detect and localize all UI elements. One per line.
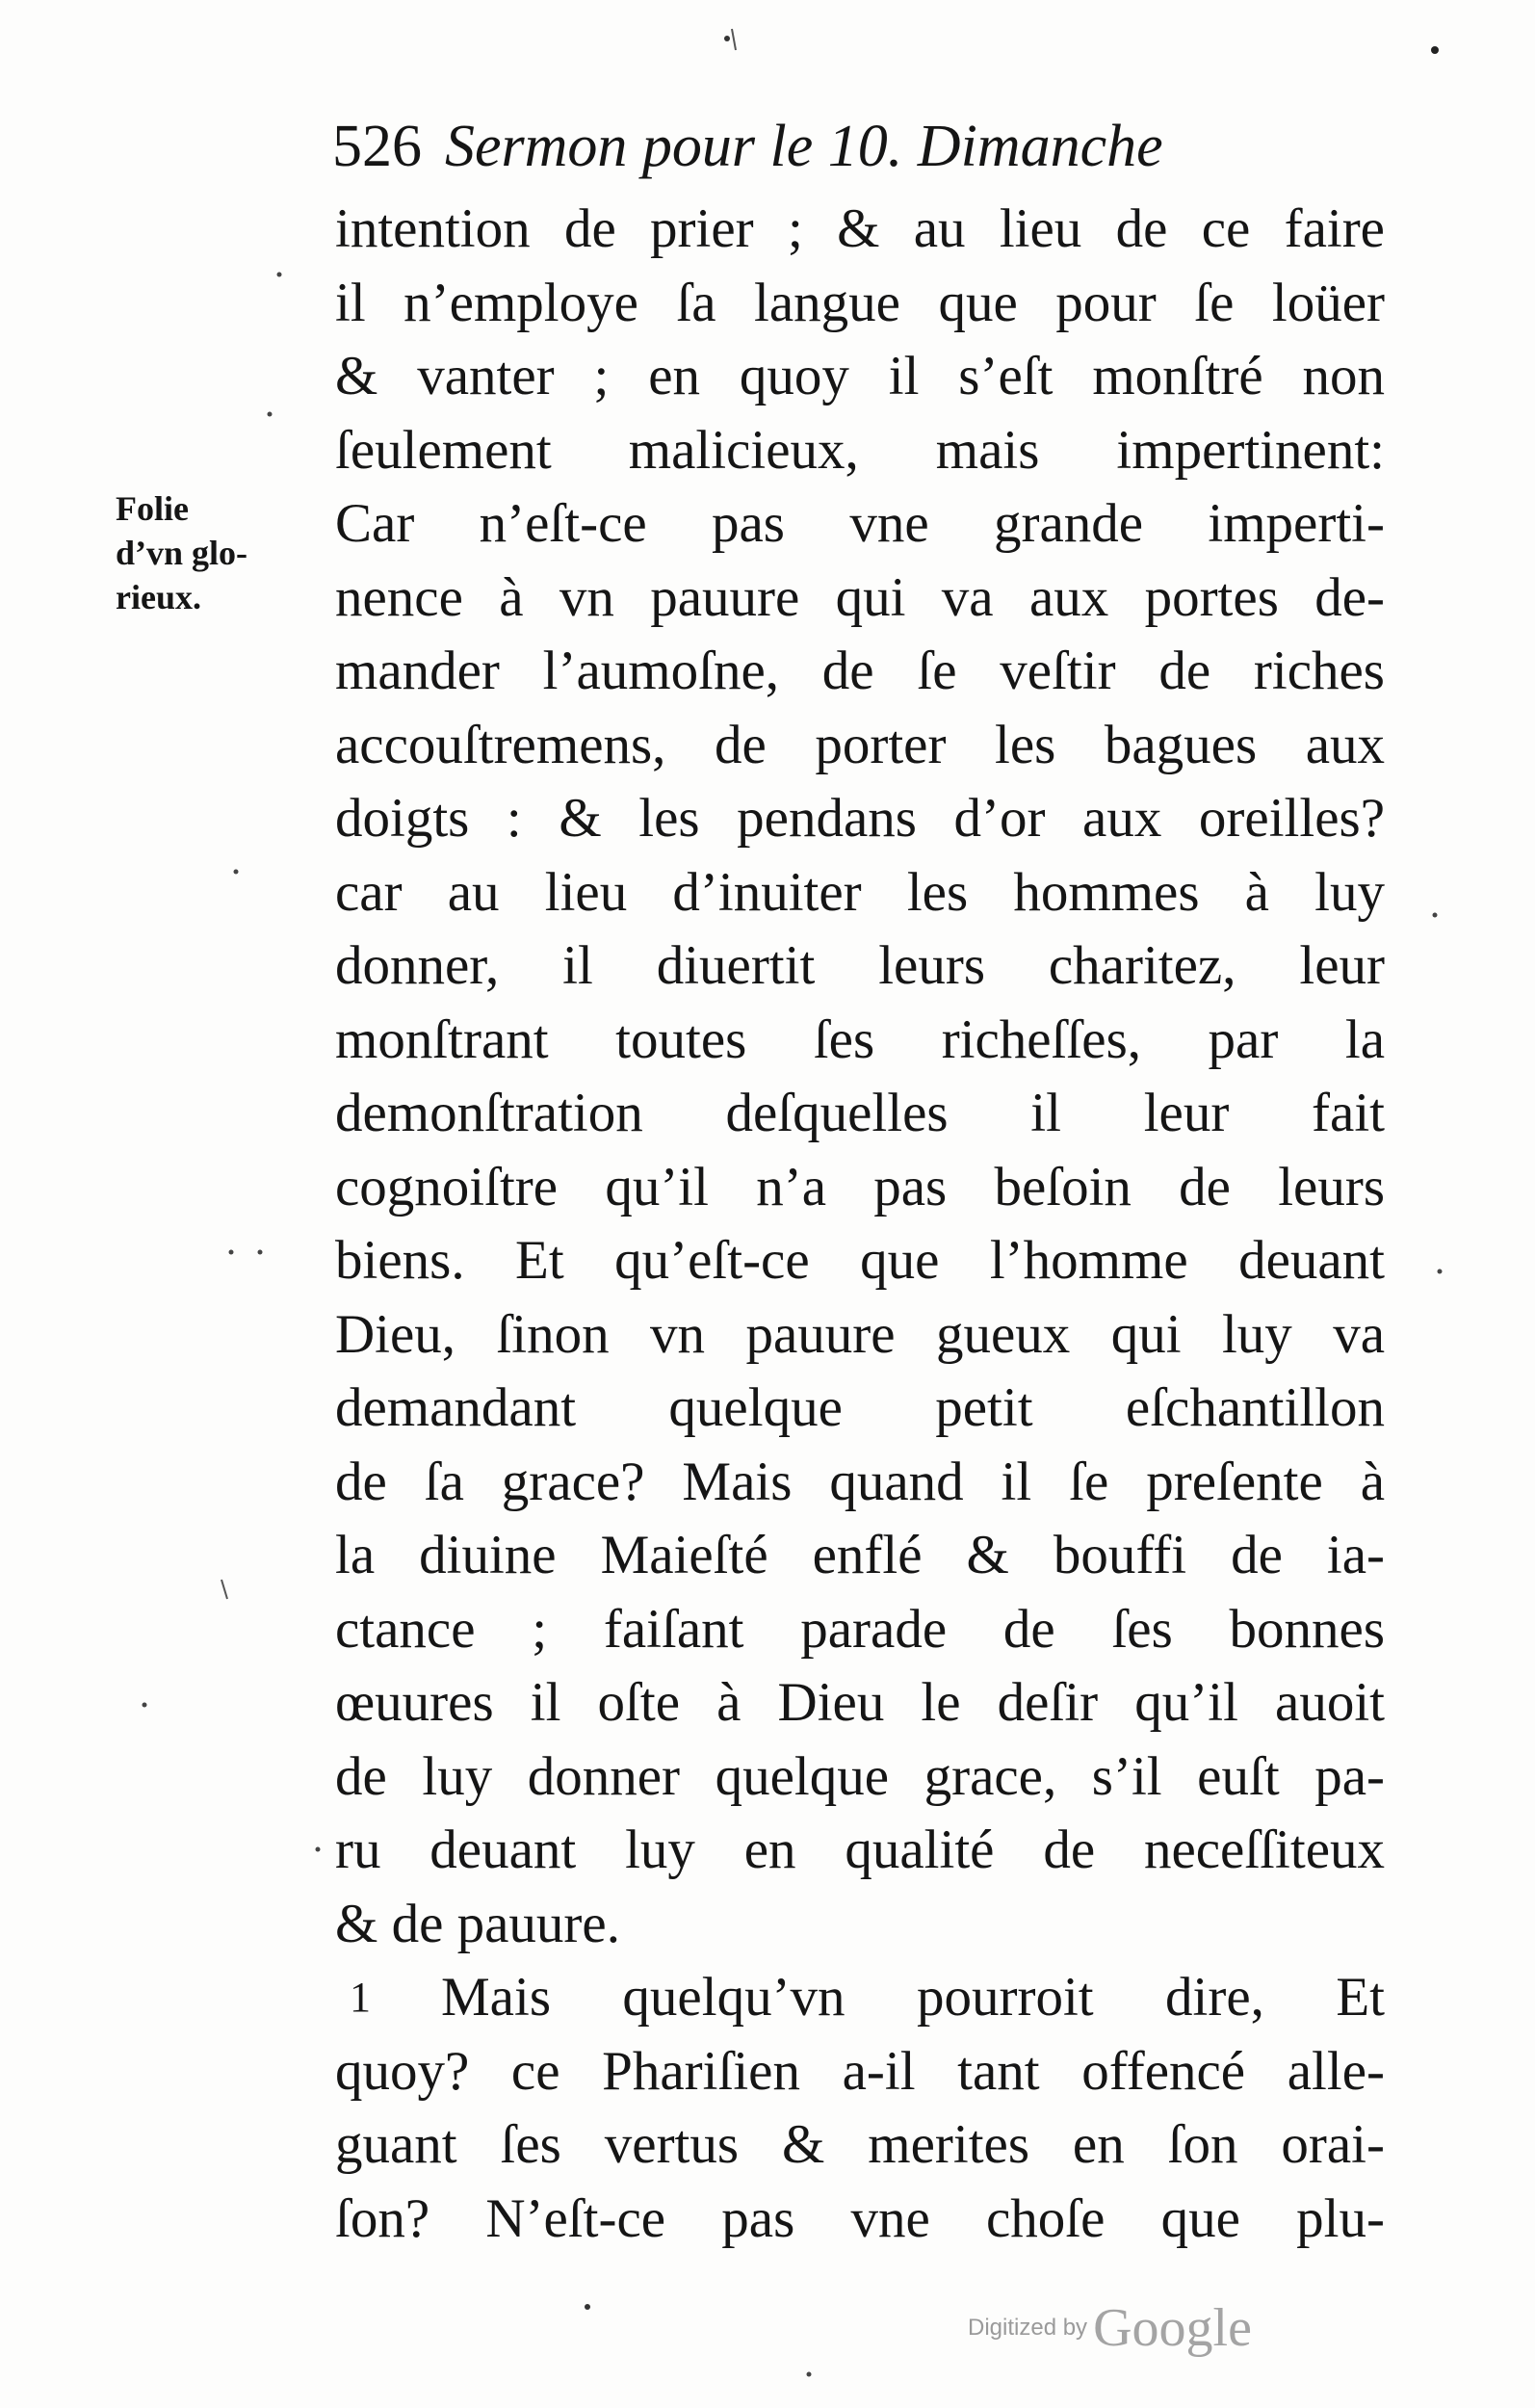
text-line: cognoiſtre qu’il n’a pas beſoin de leurs — [335, 1156, 1385, 1217]
text-line: doigts : & les pendans d’or aux oreilles? — [335, 788, 1385, 849]
margin-note — [116, 486, 308, 619]
text-line: & de pauure. — [335, 1893, 620, 1954]
text-line: accouſtremens, de porter les bagues aux — [335, 714, 1385, 775]
text-line — [335, 1961, 1385, 2035]
main-text — [335, 193, 1385, 2256]
text-line: la diuine Maieſté enflé & bouffi de ia- — [335, 1525, 1385, 1585]
text-line: Car n’eſt-ce pas vne grande imperti- — [335, 493, 1385, 554]
paragraph-1 — [335, 193, 1385, 1961]
margin-note-line: Folie — [116, 489, 189, 528]
text-line: ru deuant luy en qualité de neceſſiteux — [335, 1819, 1385, 1880]
margin-note-line: d’vn glo- — [116, 534, 248, 572]
paragraph-2 — [335, 1961, 1385, 2256]
running-title: Sermon pour le 10. Dimanche — [445, 114, 1163, 179]
digitized-by-watermark — [968, 2297, 1314, 2365]
paragraph-marker: 1 — [350, 1974, 371, 2021]
margin-note-line: rieux. — [116, 578, 201, 616]
text-line: ſeulement malicieux, mais impertinent: — [335, 419, 1385, 481]
text-line: demandant quelque petit eſchantillon — [335, 1377, 1385, 1438]
text-line-content: Mais quelqu’vn pourroit dire, Et — [441, 1967, 1385, 2028]
text-line: car au lieu d’inuiter les hommes à luy — [335, 861, 1385, 923]
text-line: quoy? ce Phariſien a-il tant offencé alle- — [335, 2040, 1385, 2102]
text-line: ſon? N’eſt-ce pas vne choſe que plu- — [335, 2187, 1385, 2249]
text-line: demonſtration deſquelles il leur fait — [335, 1083, 1385, 1143]
text-line: intention de prier ; & au lieu de ce faire — [335, 198, 1385, 259]
watermark-prefix: Digitized by — [968, 2315, 1088, 2341]
text-line: & vanter ; en quoy il s’eſt monſtré non — [335, 346, 1385, 406]
text-line: de luy donner quelque grace, s’il euſt pa- — [335, 1745, 1385, 1807]
page-number: 526 — [332, 114, 422, 179]
text-line: ctance ; faiſant parade de ſes bonnes — [335, 1598, 1385, 1660]
text-line: donner, il diuertit leurs charitez, leur — [335, 935, 1385, 996]
text-line: de ſa grace? Mais quand il ſe preſente à — [335, 1451, 1385, 1512]
text-line: nence à vn pauure qui va aux portes de- — [335, 566, 1385, 628]
text-line: il n’employe ſa langue que pour ſe loüer — [335, 272, 1385, 333]
text-line: monſtrant toutes ſes richeſſes, par la — [335, 1008, 1385, 1070]
text-line: œuures il oſte à Dieu le deſir qu’il auoit — [335, 1672, 1385, 1733]
text-line: biens. Et qu’eſt-ce que l’homme deuant — [335, 1230, 1385, 1291]
running-head — [332, 108, 1295, 185]
text-line: mander l’aumoſne, de ſe veſtir de riches — [335, 641, 1385, 701]
watermark-brand: Google — [1093, 2298, 1252, 2358]
text-line: Dieu, ſinon vn pauure gueux qui luy va — [335, 1303, 1385, 1365]
text-line: guant ſes vertus & merites en ſon orai- — [335, 2114, 1385, 2175]
